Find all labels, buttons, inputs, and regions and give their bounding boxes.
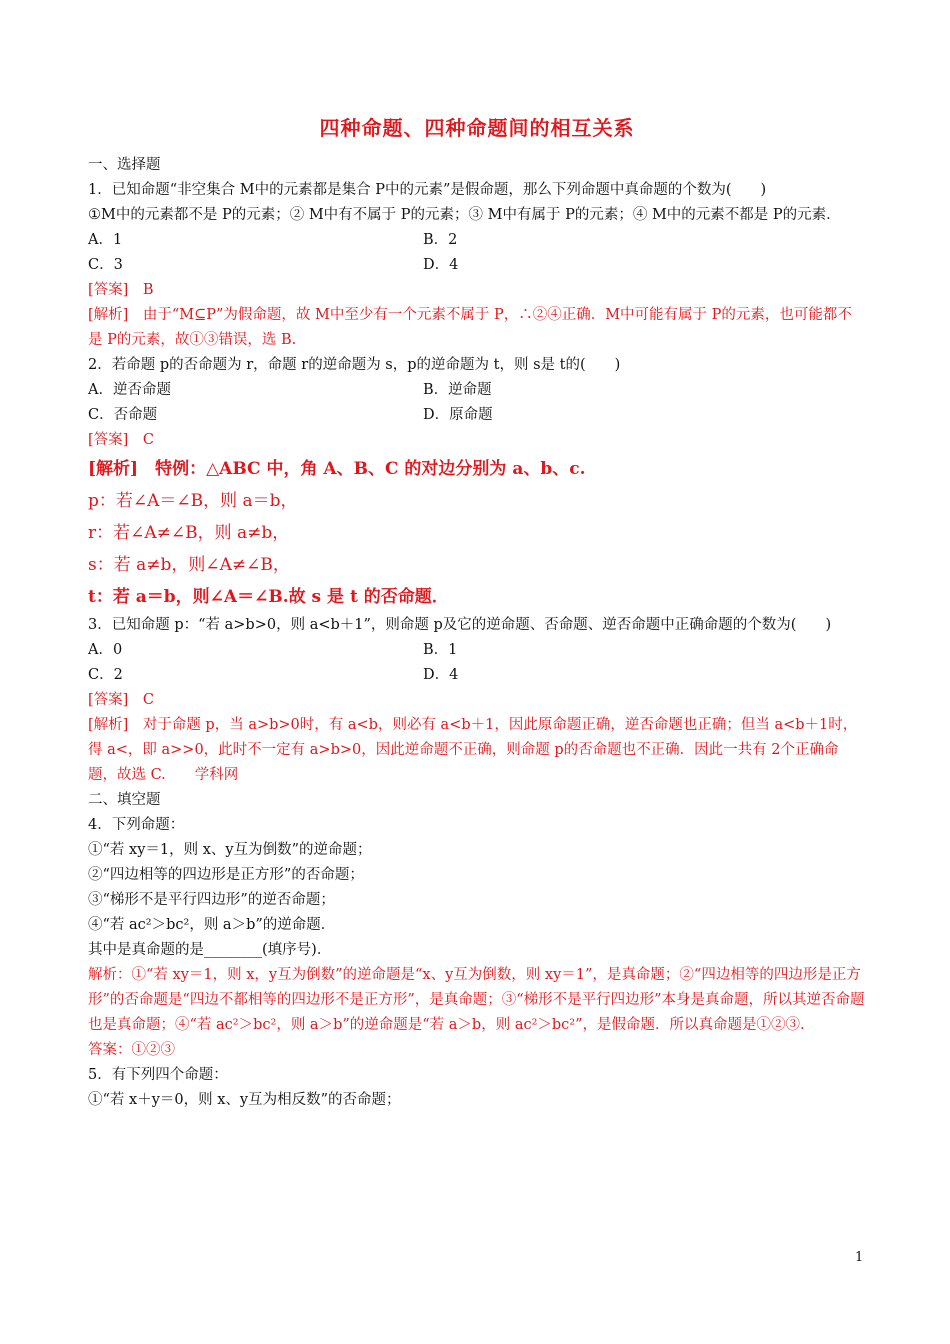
- q2-option-c: C．否命题: [88, 407, 158, 423]
- q4-item: ③“梯形不是平行四边形”的逆否命题；: [88, 892, 335, 908]
- q2-answer: [答案] C: [88, 432, 154, 448]
- q4-item: ①“若 xy＝1，则 x、y互为倒数”的逆命题；: [88, 842, 372, 858]
- q1-options-row2: [88, 253, 866, 278]
- q2-option-a: A．逆否命题: [88, 382, 171, 398]
- q1-option-d: D．4: [423, 257, 459, 273]
- q2-analysis-line: p：若∠A＝∠B，则 a＝b，: [88, 491, 298, 511]
- q3-stem: 3．已知命题 p：“若 a>b>0，则 a<b＋1”，则命题 p及它的逆命题、否命题、逆否命题中正确命题的个数为( ): [88, 617, 832, 633]
- section-heading-choice: 一、选择题: [88, 157, 161, 173]
- q3-option-d: D．4: [423, 667, 459, 683]
- document-page: [88, 112, 866, 1113]
- q1-analysis: [解析] 由于“M⊆P”为假命题，故 M中至少有一个元素不属于 P，∴②④正确．M中可能有属于 P的元素，也可能都不是 P的元素，故①③错误，选 B.: [88, 307, 852, 348]
- q4-item: ②“四边相等的四边形是正方形”的否命题；: [88, 867, 364, 883]
- q3-options-row2: [88, 663, 866, 688]
- q4-blank: 其中是真命题的是________(填序号)．: [88, 942, 332, 958]
- q5-stem: 5．有下列四个命题：: [88, 1067, 228, 1083]
- section-heading-fill: 二、填空题: [88, 792, 161, 808]
- q2-analysis-line: t：若 a＝b，则∠A＝∠B.故 s 是 t 的否命题．: [88, 587, 449, 607]
- q3-answer: [答案] C: [88, 692, 154, 708]
- q2-options-row1: [88, 378, 866, 403]
- q4-item: ④“若 ac²＞bc²，则 a＞b”的逆命题．: [88, 917, 336, 933]
- q2-analysis-line: s：若 a≠b，则∠A≠∠B，: [88, 555, 290, 575]
- q2-analysis-line: [解析] 特例：△ABC 中，角 A、B、C 的对边分别为 a、b、c.: [88, 459, 586, 479]
- q1-option-a: A．1: [88, 232, 123, 248]
- q2-option-b: B．逆命题: [423, 382, 492, 398]
- q1-stem: 1．已知命题“非空集合 M中的元素都是集合 P中的元素”是假命题，那么下列命题中真命题的个数为( ): [88, 182, 767, 198]
- q1-answer: [答案] B: [88, 282, 154, 298]
- q4-stem: 4．下列命题：: [88, 817, 185, 833]
- q2-option-d: D．原命题: [423, 407, 493, 423]
- q1-option-b: B．2: [423, 232, 458, 248]
- q3-analysis: [解析] 对于命题 p，当 a>b>0时，有 a<b，则必有 a<b＋1，因此原命题正确，逆否命题也正确；但当 a<b＋1时，得 a<，即 a>>0，此时不一定有 a>b>0，因此逆命题不正确，则命题 p的否命题也不正确．因此一共有 2个正确命题，故选 C. 学科网: [88, 717, 858, 783]
- q4-answer: 答案：①②③: [88, 1042, 175, 1058]
- q2-analysis-line: r：若∠A≠∠B，则 a≠b，: [88, 523, 290, 543]
- q2-stem: 2．若命题 p的否命题为 r，命题 r的逆命题为 s，p的逆命题为 t，则 s是 t的( ): [88, 357, 621, 373]
- page-number: 1: [855, 1250, 864, 1265]
- q1-option-c: C．3: [88, 257, 123, 273]
- q4-analysis: 解析：①“若 xy＝1，则 x，y互为倒数”的逆命题是“x、y互为倒数，则 xy＝1”，是真命题；②“四边相等的四边形是正方形”的否命题是“四边不都相等的四边形不是正方形”，是真命题；③“梯形不是平行四边形”本身是真命题，所以其逆否命题也是真命题；④“若 ac²＞bc²，则 a＞b”的逆命题是“若 a＞b，则 ac²＞bc²”，是假命题．所以真命题是①②③.: [88, 967, 865, 1033]
- q3-option-a: A．0: [88, 642, 123, 658]
- page-title: 四种命题、四种命题间的相互关系: [319, 116, 635, 140]
- q3-options-row1: [88, 638, 866, 663]
- q5-item: ①“若 x＋y＝0，则 x、y互为相反数”的否命题；: [88, 1092, 401, 1108]
- q1-items: ①M中的元素都不是 P的元素；② M中有不属于 P的元素；③ M中有属于 P的元素；④ M中的元素不都是 P的元素．: [88, 207, 841, 223]
- q3-option-b: B．1: [423, 642, 458, 658]
- q3-option-c: C．2: [88, 667, 123, 683]
- q1-options-row1: [88, 228, 866, 253]
- q2-options-row2: [88, 403, 866, 428]
